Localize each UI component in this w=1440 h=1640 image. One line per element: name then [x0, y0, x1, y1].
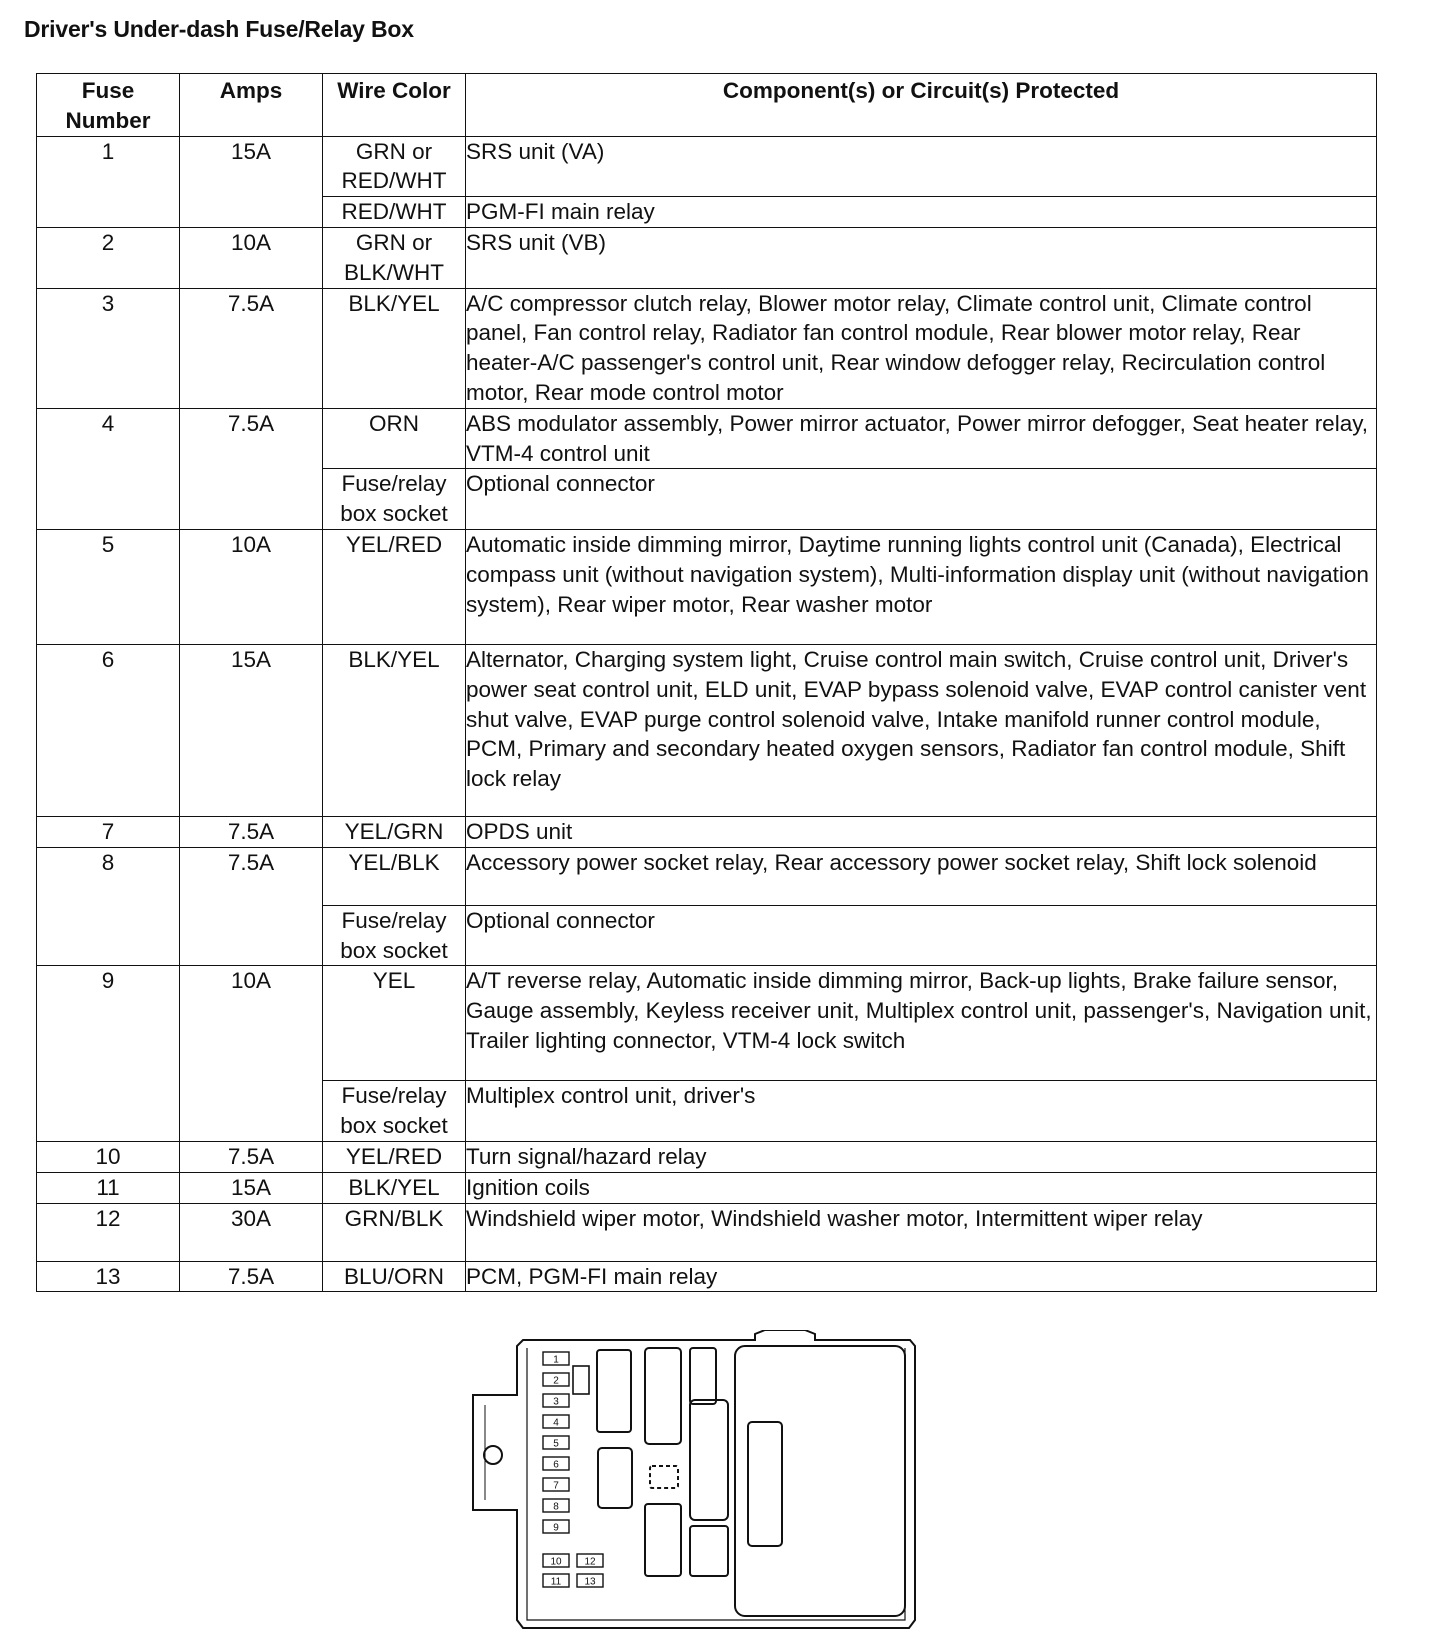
relay-socket: [690, 1348, 716, 1404]
amps-cell: 10A: [180, 529, 323, 644]
amps-cell: 7.5A: [180, 288, 323, 408]
fuse-slot-label: 1: [553, 1354, 559, 1366]
wire-color-cell: YEL/BLK: [323, 847, 466, 905]
component-cell: SRS unit (VA): [466, 136, 1377, 197]
fuse-slot-label: 12: [584, 1556, 596, 1568]
wire-color-cell: BLK/YEL: [323, 644, 466, 816]
table-header-row: [37, 74, 1377, 137]
component-cell: Accessory power socket relay, Rear accessory power socket relay, Shift lock solenoid: [466, 847, 1377, 905]
table-row: [37, 408, 1377, 469]
amps-cell: 7.5A: [180, 816, 323, 847]
fuse-number-cell: 10: [37, 1141, 180, 1172]
table-row: [37, 1203, 1377, 1261]
fuse-table: [36, 73, 1377, 1292]
component-cell: SRS unit (VB): [466, 227, 1377, 288]
component-cell: OPDS unit: [466, 816, 1377, 847]
wire-color-cell: ORN: [323, 408, 466, 469]
amps-cell: 15A: [180, 644, 323, 816]
wire-color-cell: BLK/YEL: [323, 1172, 466, 1203]
wire-color-cell: Fuse/relay box socket: [323, 905, 466, 966]
amps-cell: 10A: [180, 966, 323, 1142]
relay-socket: [690, 1526, 728, 1576]
fuse-number-cell: 8: [37, 847, 180, 966]
component-cell: Automatic inside dimming mirror, Daytime running lights control unit (Canada), Electrical compass unit (without navigation system), Multi-information display unit (without navigation system), Rear wiper motor, Rear washer motor: [466, 529, 1377, 644]
component-cell: Turn signal/hazard relay: [466, 1141, 1377, 1172]
fuse-slot-label: 2: [553, 1375, 559, 1387]
wire-color-cell: BLK/YEL: [323, 288, 466, 408]
component-cell: Optional connector: [466, 905, 1377, 966]
amps-cell: 7.5A: [180, 1141, 323, 1172]
wire-color-cell: BLU/ORN: [323, 1261, 466, 1292]
fuse-slot-label: 5: [553, 1438, 559, 1450]
wire-color-cell: GRN or RED/WHT: [323, 136, 466, 197]
relay-socket: [598, 1448, 632, 1508]
table-row: [37, 227, 1377, 288]
relay-socket: [690, 1400, 728, 1520]
amps-cell: 30A: [180, 1203, 323, 1261]
table-row: [37, 644, 1377, 816]
fuse-slot-label: 11: [550, 1576, 562, 1588]
component-cell: PGM-FI main relay: [466, 197, 1377, 228]
header-wire-color: Wire Color: [323, 74, 466, 137]
wire-color-cell: YEL: [323, 966, 466, 1081]
fuse-number-cell: 1: [37, 136, 180, 227]
fuse-slot-label: 10: [550, 1556, 562, 1568]
wire-color-cell: Fuse/relay box socket: [323, 1081, 466, 1142]
table-row: [37, 1261, 1377, 1292]
fuse-slot-label: 7: [553, 1480, 559, 1492]
table-row: [37, 136, 1377, 197]
component-cell: Optional connector: [466, 469, 1377, 530]
page-title: Driver's Under-dash Fuse/Relay Box: [24, 16, 414, 42]
fuse-box-outline: [473, 1330, 915, 1628]
fuse-slot-label: 3: [553, 1396, 559, 1408]
fuse-number-cell: 13: [37, 1261, 180, 1292]
table-row: [37, 847, 1377, 905]
header-fuse-number: Fuse Number: [37, 74, 180, 137]
wire-color-cell: Fuse/relay box socket: [323, 469, 466, 530]
fuse-slot-label: 6: [553, 1459, 559, 1471]
component-cell: Multiplex control unit, driver's: [466, 1081, 1377, 1142]
amps-cell: 7.5A: [180, 1261, 323, 1292]
wire-color-cell: RED/WHT: [323, 197, 466, 228]
table-row: [37, 288, 1377, 408]
fuse-slot-label: 4: [553, 1417, 559, 1429]
relay-socket: [645, 1504, 681, 1576]
fuse-number-cell: 12: [37, 1203, 180, 1261]
fuse-number-cell: 4: [37, 408, 180, 529]
relay-socket: [645, 1348, 681, 1444]
fuse-number-cell: 3: [37, 288, 180, 408]
component-cell: A/T reverse relay, Automatic inside dimming mirror, Back-up lights, Brake failure sensor, Gauge assembly, Keyless receiver unit, Multiplex control unit, passenger's, Navigation unit, Trailer lighting connector, VTM-4 lock switch: [466, 966, 1377, 1081]
relay-socket: [597, 1350, 631, 1432]
amps-cell: 7.5A: [180, 408, 323, 529]
large-socket-area: [735, 1346, 905, 1616]
fuse-number-cell: 5: [37, 529, 180, 644]
fuse-slot-label: 13: [584, 1576, 596, 1588]
table-row: [37, 966, 1377, 1081]
fuse-slot-label: 9: [553, 1522, 559, 1534]
component-cell: A/C compressor clutch relay, Blower motor relay, Climate control unit, Climate control panel, Fan control relay, Radiator fan control module, Rear blower motor relay, Rear heater-A/C passenger's control unit, Rear window defogger relay, Recirculation control motor, Rear mode control motor: [466, 288, 1377, 408]
wire-color-cell: YEL/RED: [323, 529, 466, 644]
header-component: Component(s) or Circuit(s) Protected: [466, 74, 1377, 137]
wire-color-cell: YEL/GRN: [323, 816, 466, 847]
table-row: [37, 816, 1377, 847]
wire-color-cell: GRN/BLK: [323, 1203, 466, 1261]
header-amps: Amps: [180, 74, 323, 137]
amps-cell: 7.5A: [180, 847, 323, 966]
fuse-number-cell: 2: [37, 227, 180, 288]
table-row: [37, 1141, 1377, 1172]
relay-socket: [650, 1466, 678, 1488]
table-row: [37, 529, 1377, 644]
component-cell: Windshield wiper motor, Windshield washer motor, Intermittent wiper relay: [466, 1203, 1377, 1261]
component-cell: Ignition coils: [466, 1172, 1377, 1203]
component-cell: PCM, PGM-FI main relay: [466, 1261, 1377, 1292]
fuse-number-cell: 7: [37, 816, 180, 847]
amps-cell: 10A: [180, 227, 323, 288]
component-cell: Alternator, Charging system light, Cruise control main switch, Cruise control unit, Driver's power seat control unit, ELD unit, EVAP bypass solenoid valve, EVAP control canister vent shut valve, EVAP purge control solenoid valve, Intake manifold runner control module, PCM, Primary and secondary heated oxygen sensors, Radiator fan control module, Shift lock relay: [466, 644, 1377, 816]
fuse-box-diagram: [465, 1330, 970, 1635]
fuse-number-cell: 11: [37, 1172, 180, 1203]
fuse-number-cell: 6: [37, 644, 180, 816]
wire-color-cell: GRN or BLK/WHT: [323, 227, 466, 288]
amps-cell: 15A: [180, 136, 323, 227]
wire-color-cell: YEL/RED: [323, 1141, 466, 1172]
fuse-number-cell: 9: [37, 966, 180, 1142]
mounting-hole: [484, 1446, 502, 1464]
component-cell: ABS modulator assembly, Power mirror actuator, Power mirror defogger, Seat heater relay, VTM-4 control unit: [466, 408, 1377, 469]
fuse-slot-label: 8: [553, 1501, 559, 1513]
amps-cell: 15A: [180, 1172, 323, 1203]
table-row: [37, 1172, 1377, 1203]
